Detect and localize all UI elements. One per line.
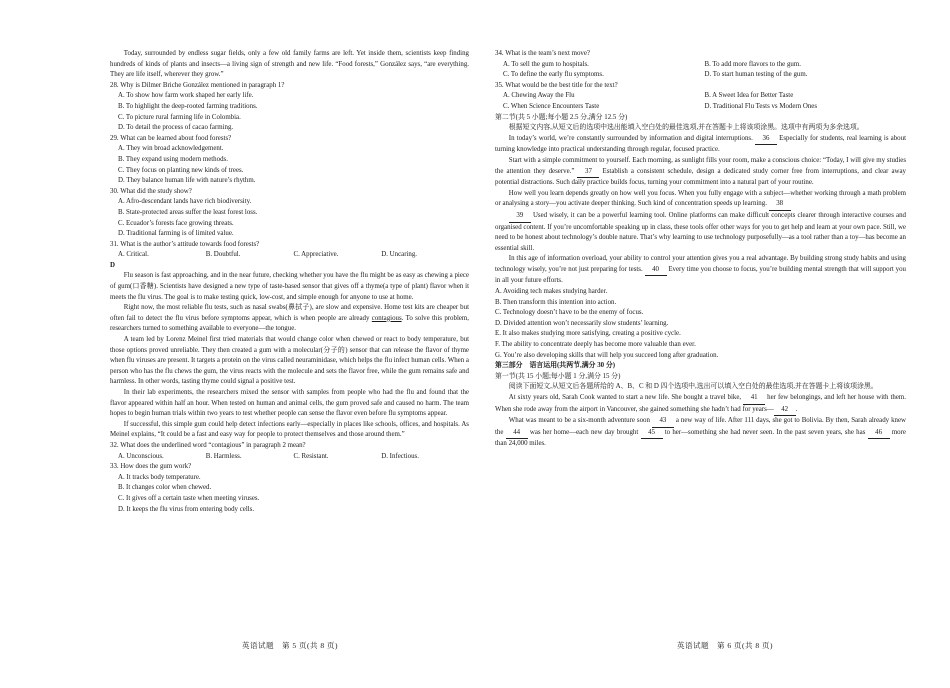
passage-c-final-paragraph: Today, surrounded by endless sugar fields, only a few old family farms are left. Yet inside them, scientists keep finding hundreds of kinds of plants and insects—a living sign of strength and new life. “Food forests,” González says, “are everything. They are life itself, wherever they grow.” <box>110 50 469 79</box>
q35-options-row-2 <box>495 102 906 113</box>
blank-42: 42 <box>774 405 796 417</box>
q31-option-c: C. Appreciative. <box>293 251 339 259</box>
question-29: 29. What can be learned about food forests? <box>110 134 232 142</box>
right-column <box>495 49 906 450</box>
blank-43: 43 <box>652 416 674 428</box>
option-e: E. It also makes studying more satisfying, creating a positive cycle. <box>495 330 681 338</box>
passage-d-paragraph-4: In their lab experiments, the researchers mixed the sensor with samples from people who had the flu and found that the flavor appeared within half an hour. When tested on human and animal cells, the gum proved safe and caused no harm. The team hopes to begin human trials within two years to test whether people can sense the flavor even before flu symptoms appear. <box>110 389 469 418</box>
passage-d-paragraph-2 <box>110 303 469 335</box>
q34-options-row-2 <box>495 70 906 81</box>
cloze-paragraph-5 <box>495 254 906 287</box>
q30-option-a: A. Afro-descendant lands have rich biodiversity. <box>118 198 252 206</box>
q33-option-b: B. It changes color when chewed. <box>118 484 212 492</box>
c2-text-c: was her home—each new day brought <box>527 428 641 436</box>
q28-option-a: A. To show how farm work shaped her early life. <box>118 92 254 100</box>
story-paragraph-2 <box>495 416 906 450</box>
q35-option-b: B. A Sweet Idea for Better Taste <box>704 92 794 100</box>
q28-option-c: C. To picture rural farming life in Colombia. <box>118 113 241 121</box>
blank-40: 40 <box>645 265 667 277</box>
passage-d-paragraph-3: A team led by Lorenz Meinel first tried materials that would change color when chewed or react to body temperature, but those options proved unreliable. They then created a gum with a molecular(分子的) sensor that can release the flavor of thyme when flu viruses are present. It targets a protein on the virus called neuraminidase, which helps the flu infect human cells. When a person who has the flu chews the gum, the virus reacts with the molecule and sets the flavor free, while the gum remains safe and harmless. In other words, tasting thyme could signal a positive test. <box>110 336 469 386</box>
question-34: 34. What is the team’s next move? <box>495 50 590 57</box>
blank-37: 37 <box>577 167 599 179</box>
p5-text-b: Every time you choose to focus, you’re building mental strength that will support you in all your future efforts. <box>495 265 906 285</box>
cloze-paragraph-4 <box>495 211 906 254</box>
blank-44: 44 <box>506 428 528 440</box>
q31-option-b: B. Doubtful. <box>205 251 241 259</box>
q30-option-d: D. Traditional farming is of limited value. <box>118 230 234 238</box>
p3-text-a: How well you learn depends greatly on how well you focus. When you fully engage with a subject—whether working through a math problem or analysing a story—you activate deeper thinking. Such kind of concentration speeds up learning. <box>495 189 906 208</box>
cloze-paragraph-2 <box>495 156 906 189</box>
q35-option-a: A. Chewing Away the Flu <box>503 92 575 100</box>
page-5-footer: 英语试题 第 5 页(共 8 页) <box>242 641 338 650</box>
story-paragraph-1 <box>495 393 906 416</box>
p2-text-a: Start with a simple commitment to yourself. Each morning, as sunlight fills your room, make a conscious choice: “Today, I will give my studies the attention they deserve.” <box>495 156 906 175</box>
underlined-word-contagious: contagious <box>371 314 402 322</box>
question-33: 33. How does the gum work? <box>110 463 192 471</box>
p2-text-b: Establish a consistent schedule, design a dedicated study corner free from interruptions, and clear away potential distractions. Such daily practice builds focus, turning your commitment into a natural part of your routine. <box>495 167 906 187</box>
page-6-footer: 英语试题 第 6 页(共 8 页) <box>677 641 773 650</box>
q33-option-c: C. It gives off a certain taste when meeting viruses. <box>118 494 260 502</box>
q32-option-c: C. Resistant. <box>293 452 329 460</box>
option-c: C. Technology doesn’t have to be the enemy of focus. <box>495 309 644 317</box>
question-32: 32. What does the underlined word “contagious” in paragraph 2 mean? <box>110 441 306 449</box>
q33-option-d: D. It keeps the flu virus from entering body cells. <box>118 505 255 513</box>
q28-option-d: D. To detail the process of cacao farming. <box>118 124 234 132</box>
left-column <box>110 49 469 515</box>
q29-option-c: C. They focus on planting new kinds of trees. <box>118 166 244 174</box>
cloze-paragraph-3 <box>495 189 906 211</box>
c1-text-b: her few belongings, and left her house with them. When she rode away from the airport in Vancouver, she gained something she hadn’t had for years— <box>495 394 907 413</box>
question-35: 35. What would be the best title for the text? <box>495 81 618 89</box>
c2-text-a: What was meant to be a six-month adventure soon <box>508 417 652 425</box>
q32-options <box>110 452 469 463</box>
q32-option-a: A. Unconscious. <box>118 452 164 460</box>
option-d: D. Divided attention won’t necessarily slow students’ learning. <box>495 319 669 327</box>
q34-option-c: C. To define the early flu symptoms. <box>503 71 604 79</box>
q29-option-b: B. They expand using modern methods. <box>118 155 228 163</box>
question-28: 28. Why is Dilmer Briche González mentioned in paragraph 1? <box>110 81 285 89</box>
section-2-title: 第二节(共 5 小题;每小题 2.5 分,满分 12.5 分) <box>495 113 628 121</box>
option-a: A. Avoiding tech makes studying harder. <box>495 288 608 296</box>
q30-option-b: B. State-protected areas suffer the least forest loss. <box>118 208 258 216</box>
q31-option-a: A. Critical. <box>118 251 149 259</box>
section-1-instructions: 阅读下面短文,从短文后各题所给的 A、B、C 和 D 四个选项中,选出可以填入空白处的最佳选项,并在答题卡上将该项涂黑。 <box>508 383 878 391</box>
section-d-heading: D <box>110 261 115 269</box>
passage-d-p2-text-a: Right now, the most reliable flu tests, such as nasal swabs(鼻拭子), are slow and expensive. Home test kits are cheaper but often fail to detect the flu virus before symptoms appear, which is when people are already <box>110 304 469 322</box>
passage-d-p2-text-b: . To solve this problem, researchers turned to something available to everyone—the tongue. <box>110 314 470 333</box>
p1-text-a: In today’s world, we’re constantly surrounded by information and digital interruptions. <box>508 134 755 142</box>
section-1-title: 第一节(共 15 小题;每小题 1 分,满分 15 分) <box>495 372 621 380</box>
q30-option-c: C. Ecuador’s forests face growing threats. <box>118 219 234 227</box>
passage-d-paragraph-1: Flu season is fast approaching, and in the near future, checking whether you have the flu might be as easy as chewing a piece of gum(口香糖). Scientists have designed a new type of taste-based sensor that gives off a thyme(a type of plant) flavor when it meets the flu virus. The goal is to make testing quick, low-cost, and simple enough for anyone to use at home. <box>110 272 469 301</box>
option-f: F. The ability to concentrate deeply has become more valuable than ever. <box>495 341 696 349</box>
blank-46: 46 <box>868 428 890 440</box>
blank-39: 39 <box>509 211 531 223</box>
q32-option-d: D. Infectious. <box>381 452 419 460</box>
blank-38: 38 <box>769 199 791 211</box>
q29-option-a: A. They win broad acknowledgement. <box>118 145 224 153</box>
q34-options-row-1 <box>495 60 906 71</box>
q34-option-d: D. To start human testing of the gum. <box>704 71 808 79</box>
part-3-title: 第三部分 语言运用(共两节,满分 30 分) <box>495 362 616 370</box>
q28-option-b: B. To highlight the deep-rooted farming traditions. <box>118 102 258 110</box>
p5-text-a: In this age of information overload, your ability to control your attention gives you a real advantage. By building strong study habits and using technology wisely, you’re not just preparing for tests. <box>495 255 906 273</box>
c2-text-e: more than 24,000 miles. <box>495 428 906 448</box>
q29-option-d: D. They balance human life with nature’s rhythm. <box>118 177 256 185</box>
section-2-instructions: 根据短文内容,从短文后的选项中选出能填入空白处的最佳选项,并在答题卡上将该项涂黑。选项中有两项为多余选项。 <box>508 124 864 132</box>
q35-options-row-1 <box>495 91 906 102</box>
p4-text: Used wisely, it can be a powerful learning tool. Online platforms can make difficult concepts clearer through interactive courses and organised content. If you’re uncomfortable speaking up in class, these tools offer other ways for you to get help and learn at your own pace. Still, we need to be honest about technology’s double nature. That’s why learning to use technology purposefully—as a tool rather than a toy—has become an essential skill. <box>495 211 906 252</box>
blank-45: 45 <box>641 428 663 440</box>
q31-option-d: D. Uncaring. <box>381 251 418 259</box>
passage-d-paragraph-5: If successful, this simple gum could help detect infections early—especially in places like schools, offices, and hospitals. As Meinel explains, “It could be a fast and easy way for people to protect themselves and those around them.” <box>110 420 469 439</box>
q34-option-b: B. To add more flavors to the gum. <box>704 60 801 68</box>
p1-text-b: Especially for students, real learning is about turning knowledge into practical understanding through regular, focused practice. <box>495 134 906 154</box>
blank-41: 41 <box>743 393 765 405</box>
blank-36: 36 <box>755 134 777 146</box>
c1-text-a: At sixty years old, Sarah Cook wanted to start a new life. She bought a travel bike, <box>508 394 744 401</box>
cloze-paragraph-1 <box>495 134 906 156</box>
q32-option-b: B. Harmless. <box>205 452 242 460</box>
q31-options <box>110 250 469 261</box>
q33-option-a: A. It tracks body temperature. <box>118 473 201 481</box>
c2-text-d: to her—something she had never seen. In the past seven years, she has <box>662 428 868 436</box>
option-b: B. Then transform this intention into action. <box>495 298 617 306</box>
question-30: 30. What did the study show? <box>110 187 192 195</box>
question-31: 31. What is the author’s attitude towards food forests? <box>110 240 260 248</box>
page-6 <box>475 0 950 688</box>
q34-option-a: A. To sell the gum to hospitals. <box>503 60 589 68</box>
q35-option-c: C. When Science Encounters Taste <box>503 102 600 110</box>
c2-text-b: a new way of life. After 111 days, she got to Bolivia. By then, Sarah already knew the <box>495 417 906 436</box>
option-g: G. You’re also developing skills that will help you succeed long after graduation. <box>495 351 719 359</box>
q35-option-d: D. Traditional Flu Tests vs Modern Ones <box>704 102 818 110</box>
c1-text-c: . <box>795 405 798 413</box>
